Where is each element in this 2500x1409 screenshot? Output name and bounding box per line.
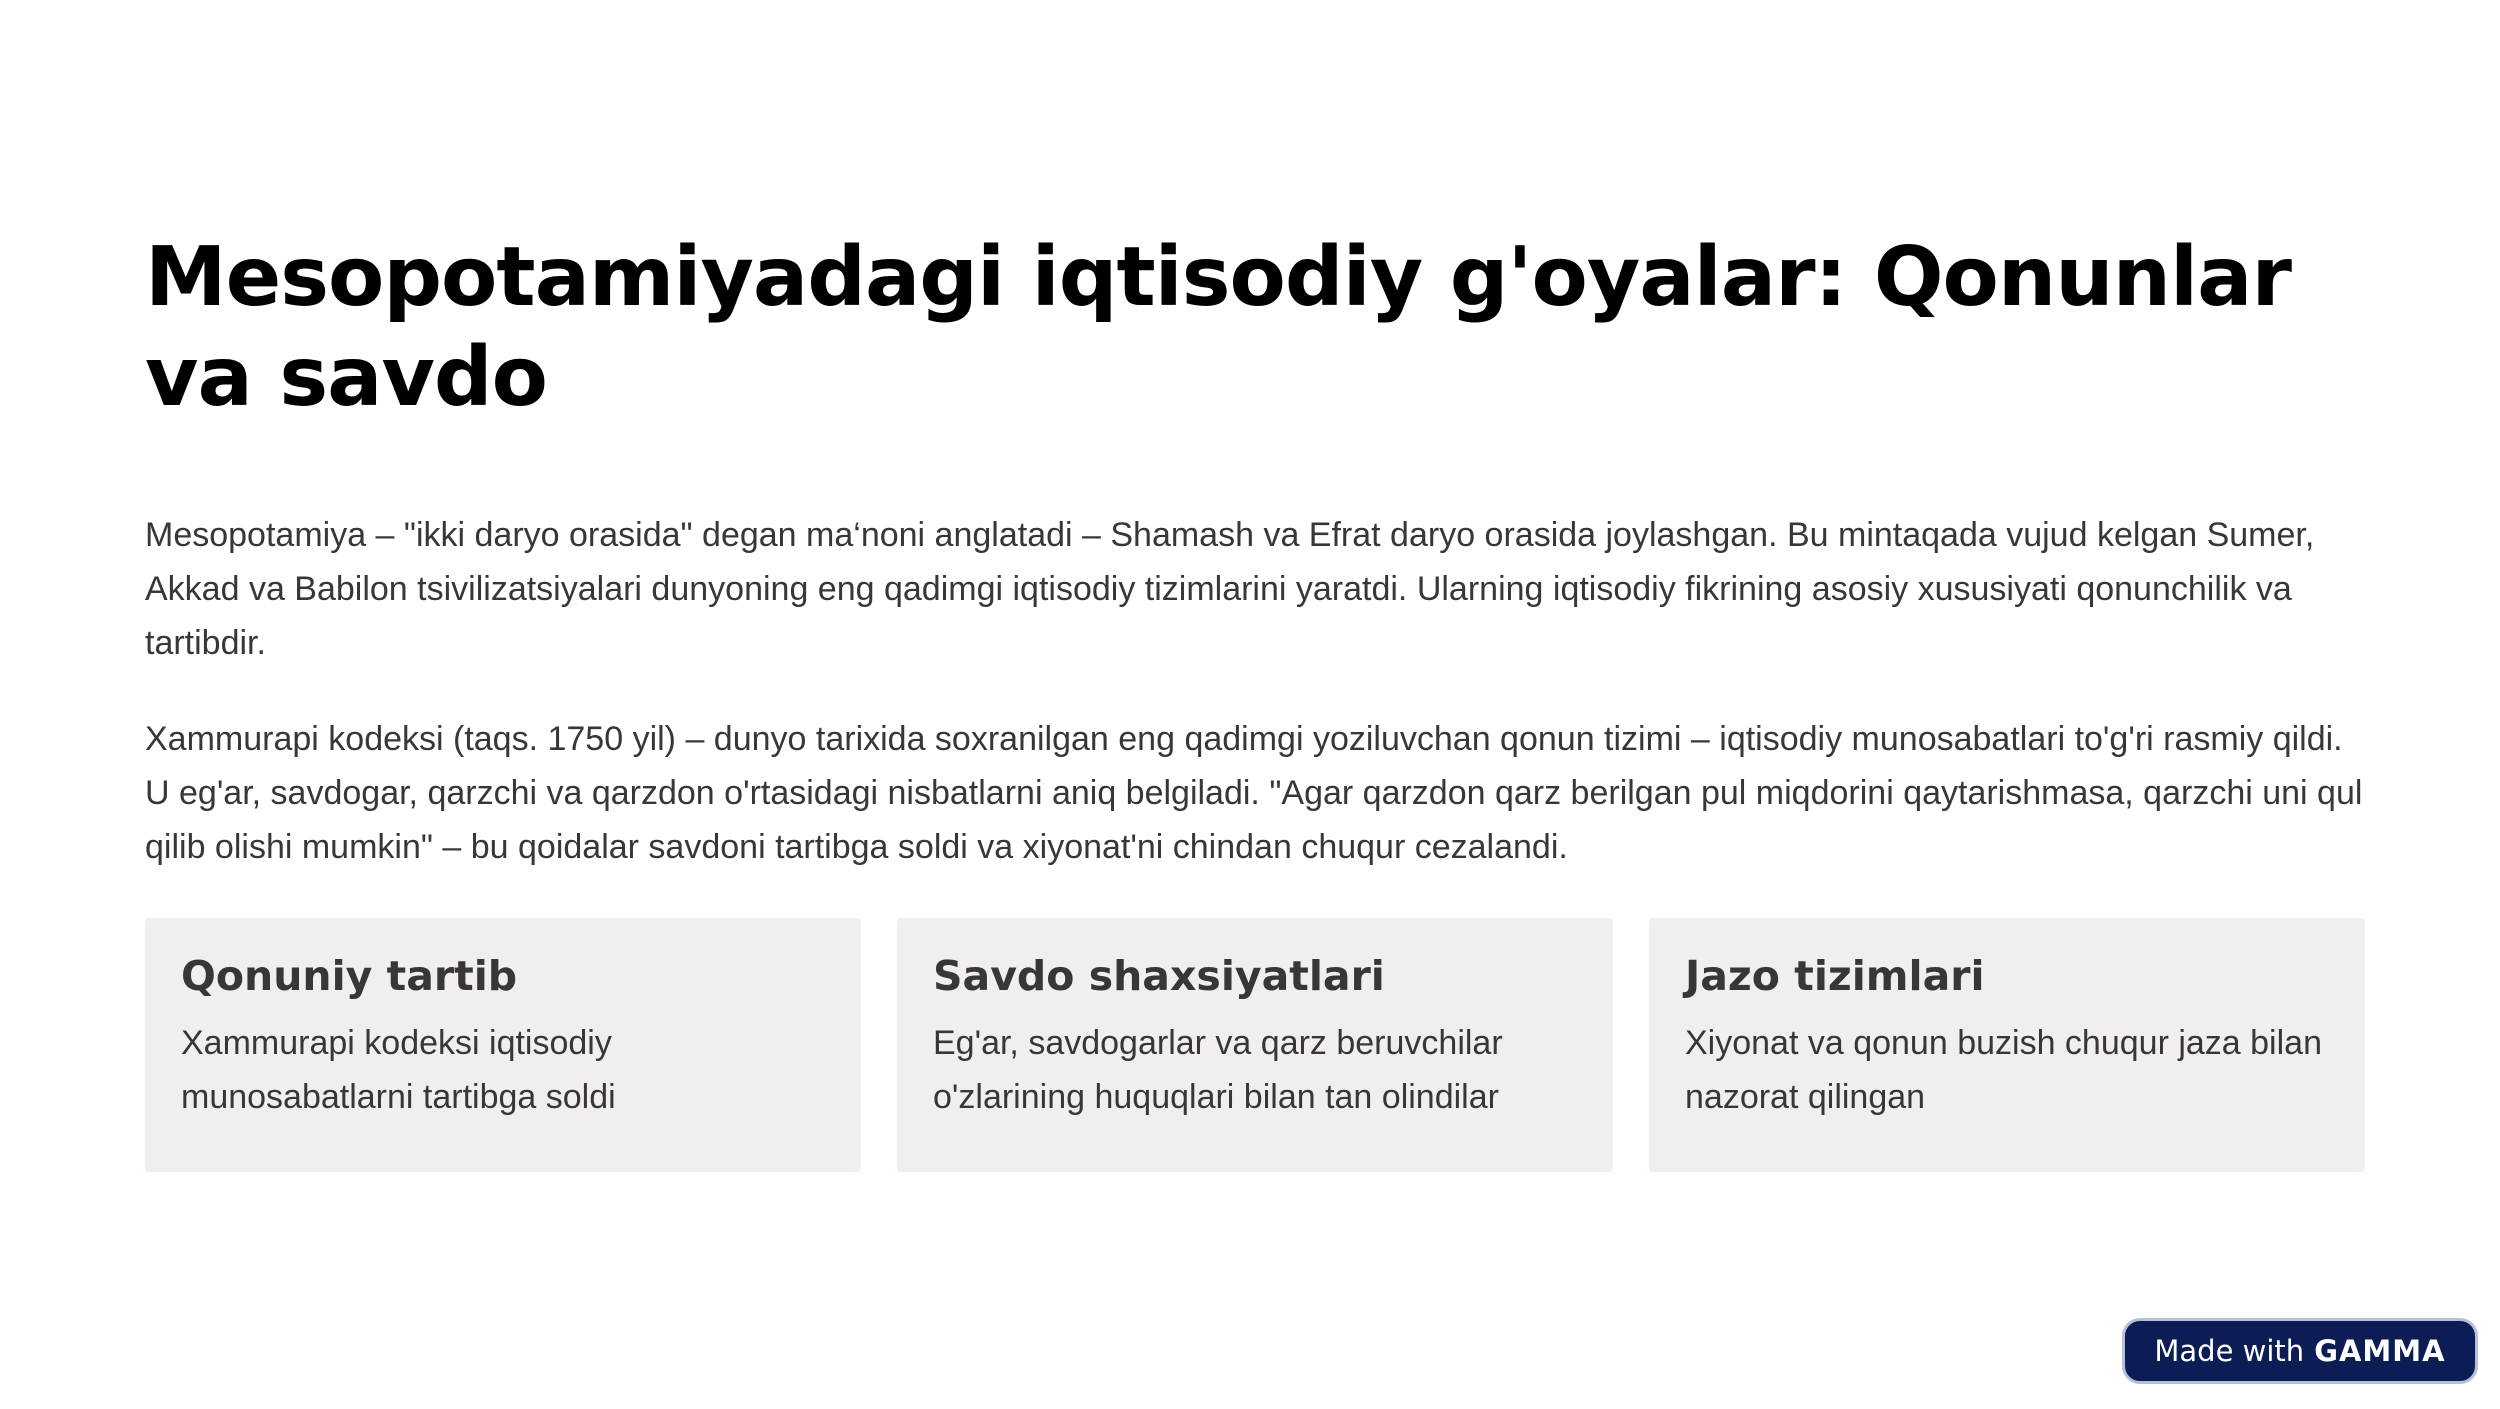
card-trade-persons [897,918,1613,1172]
badge-prefix: Made with [2154,1334,2305,1368]
card-row [145,918,2365,1172]
card-text: Eg'ar, savdogarlar va qarz beruvchilar o'zlarining huquqlari bilan tan olindilar [933,1024,1503,1116]
card-text: Xiyonat va qonun buzish chuqur jaza bilan nazorat qilingan [1685,1024,2322,1116]
made-with-gamma-badge[interactable] [2122,1318,2478,1384]
card-title: Qonuniy tartib [181,952,518,1000]
page-title: Mesopotamiyadagi iqtisodiy g'oyalar: Qonunlar va savdo [145,230,2291,425]
card-title: Jazo tizimlari [1685,952,1985,1000]
gamma-logo: GAMMA [2314,1334,2446,1368]
card-legal-order [145,918,861,1172]
card-title: Savdo shaxsiyatlari [933,952,1385,1000]
slide-content [145,228,2365,1172]
card-text: Xammurapi kodeksi iqtisodiy munosabatlarni tartibga soldi [181,1024,616,1116]
intro-paragraph: Mesopotamiya – "ikki daryo orasida" degan ma‘noni anglatadi – Shamash va Efrat daryo orasida joylashgan. Bu mintaqada vujud kelgan Sumer, Akkad va Babilon tsivilizatsiyalari dunyoning eng qadimgi iqtisodiy tizimlarini yaratdi. Ularning iqtisodiy fikrining asosiy xususiyati qonunchilik va tartibdir. [145,516,2315,662]
hammurabi-paragraph: Xammurapi kodeksi (taqs. 1750 yil) – dunyo tarixida soxranilgan eng qadimgi yoziluvchan qonun tizimi – iqtisodiy munosabatlari to'g'ri rasmiy qildi. U eg'ar, savdogar, qarzchi va qarzdon o'rtasidagi nisbatlarni aniq belgiladi. "Agar qarzdon qarz berilgan pul miqdorini qaytarishmasa, qarzchi uni qul qilib olishi mumkin" – bu qoidalar savdoni tartibga soldi va xiyonat'ni chindan chuqur cezalandi. [145,720,2363,866]
card-punishment-systems [1649,918,2365,1172]
